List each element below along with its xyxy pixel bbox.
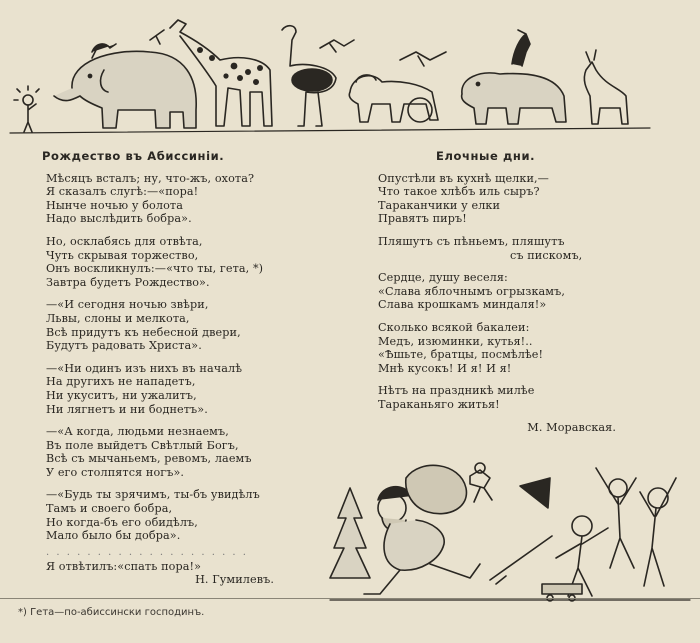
poem-line: Сколько всякой бакалеи: bbox=[378, 320, 530, 334]
poem-line: Завтра будетъ Рождество». bbox=[46, 275, 210, 289]
poem-line: Чуть скрывая торжество, bbox=[46, 248, 199, 262]
poem-line: Львы, слоны и мелкота, bbox=[46, 311, 190, 325]
poem-line: Всѣ съ мычаньемъ, ревомъ, лаемъ bbox=[46, 452, 252, 466]
footnote-divider bbox=[0, 598, 700, 599]
poem-line: Въ поле выйдетъ Свѣтлый Богъ, bbox=[46, 438, 239, 452]
right-poem bbox=[378, 150, 628, 434]
poem-line: Слава крошкамъ миндаля!» bbox=[378, 298, 547, 312]
poem-line: Сердце, душу веселя: bbox=[378, 271, 508, 285]
poem-line: —«Ни одинъ изъ нихъ въ началѣ bbox=[46, 361, 243, 375]
left-stanza-3 bbox=[46, 298, 316, 352]
poem-line: Тараканчики у елки bbox=[378, 198, 501, 212]
poem-line: Тараканьяго житья! bbox=[378, 397, 500, 411]
poem-line: Но, осклабясь для отвѣта, bbox=[46, 234, 203, 248]
poem-line: Будутъ радовать Христа». bbox=[46, 339, 202, 353]
poem-line: Мнѣ кусокъ! И я! И я! bbox=[378, 361, 512, 375]
poem-line: съ пискомъ, bbox=[510, 248, 583, 262]
poem-line: Всѣ придутъ къ небесной двери, bbox=[46, 325, 241, 339]
footnote: *) Гета—по-абиссински господинъ. bbox=[18, 607, 205, 618]
left-poem-title: Рождество въ Абиссинiи. bbox=[42, 149, 225, 163]
left-poem-author: Н. Гумилевъ. bbox=[195, 573, 274, 587]
left-stanza-2 bbox=[46, 235, 316, 289]
poem-line: Медъ, изюминки, кутья!.. bbox=[378, 334, 533, 348]
poem-line: Тамъ и своего бобра, bbox=[46, 502, 173, 516]
right-stanza-4 bbox=[378, 321, 628, 375]
poem-line: —«А когда, людьми незнаемъ, bbox=[46, 425, 229, 439]
left-stanza-6 bbox=[46, 488, 316, 542]
right-stanza-2 bbox=[378, 235, 628, 262]
left-stanza-5 bbox=[46, 425, 316, 479]
poem-line: Но когда-бъ его обидѣлъ, bbox=[46, 515, 198, 529]
right-poem-author: М. Моравская. bbox=[527, 420, 616, 434]
right-stanza-3 bbox=[378, 271, 628, 312]
poem-line: Ни укуситъ, ни ужалитъ, bbox=[46, 388, 197, 402]
poem-line: Надо выслѣдить бобра». bbox=[46, 212, 192, 226]
right-poem-title: Елочные дни. bbox=[436, 149, 536, 163]
poem-line: Нѣтъ на праздникѣ милѣе bbox=[378, 384, 535, 398]
animal-procession-illustration bbox=[0, 0, 700, 140]
poem-line: На другихъ не нападетъ, bbox=[46, 375, 196, 389]
left-stanza-1 bbox=[46, 172, 316, 226]
poem-line: «Ѣшьте, братцы, посмѣлѣе! bbox=[378, 348, 544, 362]
poem-line: Опустѣли въ кухнѣ щелки,— bbox=[378, 171, 549, 185]
poem-line: Правятъ пиръ! bbox=[378, 212, 467, 226]
left-stanza-4 bbox=[46, 362, 316, 416]
poem-line: «Слава яблочнымъ огрызкамъ, bbox=[378, 284, 565, 298]
ellipsis-divider: . . . . . . . . . . . . . . . . . . . . bbox=[46, 546, 248, 558]
right-stanza-1 bbox=[378, 172, 628, 226]
santa-children-illustration bbox=[320, 448, 700, 613]
poem-line: Что такое хлѣбъ иль сыръ? bbox=[378, 185, 540, 199]
poem-line: Пляшутъ съ пѣньемъ, пляшутъ bbox=[378, 234, 565, 248]
poem-line: Ни лягнетъ и ни боднетъ». bbox=[46, 402, 208, 416]
poem-line: Онъ воскликнулъ:—«что ты, гета, *) bbox=[46, 262, 264, 276]
poem-line: Я сказалъ слугѣ:—«пора! bbox=[46, 185, 199, 199]
poem-line: Мѣсяцъ всталъ; ну, что-жъ, охота? bbox=[46, 171, 255, 185]
right-stanza-5 bbox=[378, 384, 628, 411]
poem-line: У его столпятся ногъ». bbox=[46, 465, 185, 479]
poem-last-line: Я отвѣтилъ:«спать пора!» bbox=[46, 559, 202, 573]
poem-line: —«И сегодня ночью звѣри, bbox=[46, 298, 209, 312]
poem-line: Нынче ночью у болота bbox=[46, 198, 183, 212]
poem-line: Мало было бы добра». bbox=[46, 529, 181, 543]
left-poem bbox=[42, 149, 316, 587]
poem-line: —«Будь ты зрячимъ, ты-бъ увидѣлъ bbox=[46, 488, 260, 502]
